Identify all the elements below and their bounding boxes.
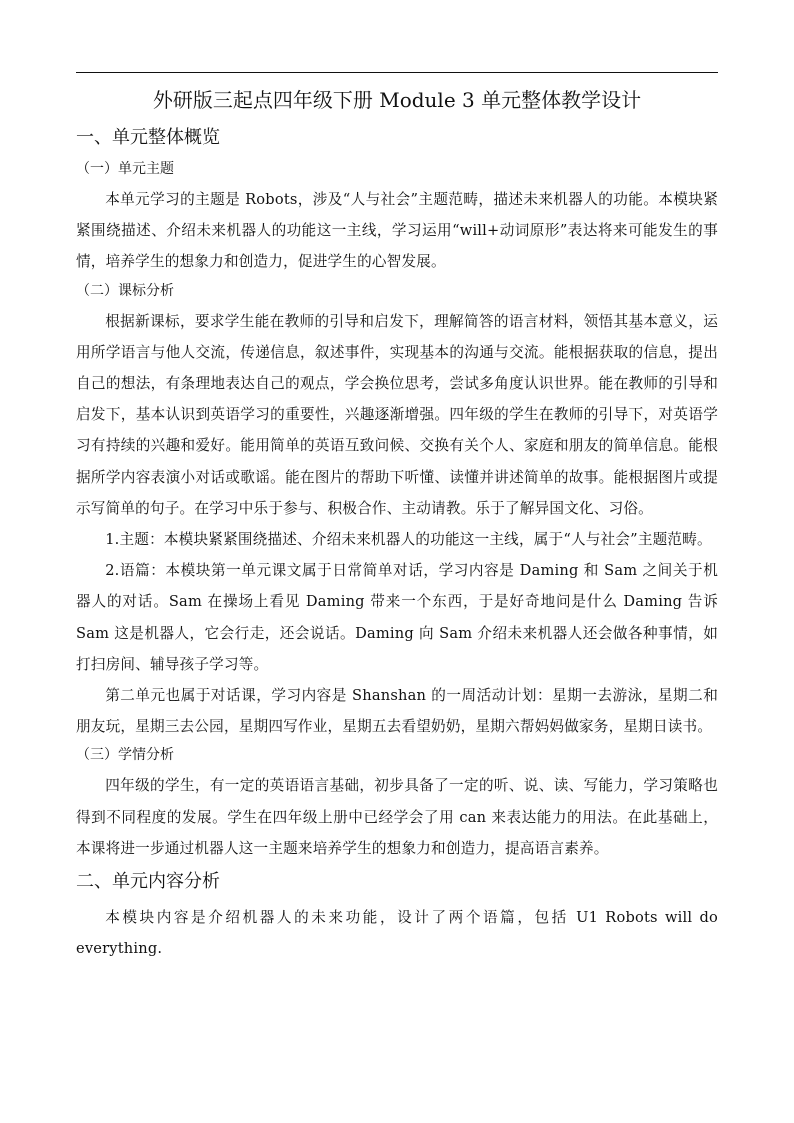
document-title: 外研版三起点四年级下册 Module 3 单元整体教学设计 [152,88,642,112]
header-rule [76,72,718,73]
paragraph-learners: 四年级的学生，有一定的英语语言基础，初步具备了一定的听、说、读、写能力，学习策略也得到不同程度的发展。学生在四年级上册中已经学会了用 can 来表达能力的用法。在此基础上，本课将进一步通过机器人这一主题来培养学生的想象力和创造力，提高语言素养。 [76,777,718,857]
subsection-heading-learners: （三）学情分析 [76,747,174,764]
paragraph-theme: 本单元学习的主题是 Robots，涉及“人与社会”主题范畴，描述未来机器人的功能。本模块紧紧围绕描述、介绍未来机器人的功能这一主线，学习运用“will+动词原形”表达将来可能发生的事情，培养学生的想象力和创造力，促进学生的心智发展。 [76,191,718,271]
paragraph-discourse: 2.语篇：本模块第一单元课文属于日常简单对话，学习内容是 Daming 和 Sam 之间关于机器人的对话。Sam 在操场上看见 Daming 带来一个东西，于是好奇地问是什么 Daming 告诉 Sam 这是机器人，它会行走，还会说话。Daming 向 Sam 介绍未来机器人还会做各种事情，如打扫房间、辅导孩子学习等。 [76,562,718,673]
paragraph-curriculum: 根据新课标，要求学生能在教师的引导和启发下，理解简答的语言材料，领悟其基本意义，运用所学语言与他人交流，传递信息，叙述事件，实现基本的沟通与交流。能根据获取的信息，提出自己的想法，有条理地表达自己的观点，学会换位思考，尝试多角度认识世界。能在教师的引导和启发下，基本认识到英语学习的重要性，兴趣逐渐增强。四年级的学生在教师的引导下，对英语学习有持续的兴趣和爱好。能用简单的英语互致问候、交换有关个人、家庭和朋友的简单信息。能根据所学内容表演小对话或歌谣。能在图片的帮助下听懂、读懂并讲述简单的故事。能根据图片或提示写简单的句子。在学习中乐于参与、积极合作、主动请教。乐于了解异国文化、习俗。 [76,312,718,517]
subsection-heading-theme: （一）单元主题 [76,161,174,177]
paragraph-unit2: 第二单元也属于对话课，学习内容是 Shanshan 的一周活动计划：星期一去游泳，星期二和朋友玩，星期三去公园，星期四写作业，星期五去看望奶奶，星期六帮妈妈做家务，星期日读书。 [76,687,718,736]
paragraph-topic: 1.主题：本模块紧紧围绕描述、介绍未来机器人的功能这一主线，属于“人与社会”主题范畴。 [105,531,712,549]
section-heading-overview: 一、单元整体概览 [76,127,220,148]
document-body [76,122,718,964]
section-heading-content-analysis: 二、单元内容分析 [76,871,220,893]
paragraph-content-analysis: 本模块内容是介绍机器人的未来功能，设计了两个语篇，包括 U1 Robots will do everything. [76,909,718,958]
subsection-heading-curriculum: （二）课标分析 [76,282,174,299]
